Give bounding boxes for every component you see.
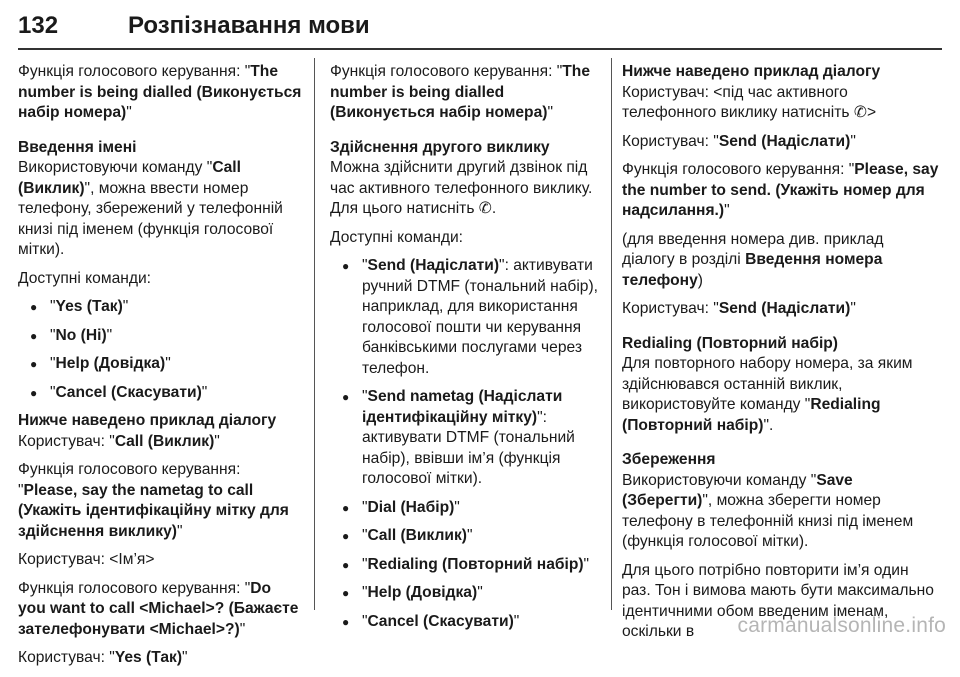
voice-command-icon: ✆ — [853, 104, 867, 121]
command-list — [18, 297, 303, 403]
paragraph: Функція голосового керування: "The number is being dialled (Виконується набір номера)" — [330, 63, 591, 121]
paragraph: Користувач: "Send (Надіслати)" — [622, 132, 856, 150]
list-item: ● "Send nametag (Надіслати ідентифікаційну мітку)": активувати DTMF (тональний набір), ввівши ім’я (функція голосової мітки). — [330, 387, 613, 490]
list-item: ● "Help (Довідка)" — [18, 354, 303, 375]
paragraph: Для цього потрібно повторити ім’я один раз. Тон і вимова мають бути максимально ідентичними обом введеним іменам, оскільки в — [622, 561, 934, 640]
section-heading: Нижче наведено приклад діалогу — [18, 412, 277, 429]
paragraph: Користувач: "Yes (Так)" — [18, 649, 188, 666]
voice-command-icon: ✆ — [478, 200, 492, 217]
paragraph: Використовуючи команду "Save (Зберегти)", можна зберегти номер телефону в телефонній книзі під іменем (функція голосової мітки). — [622, 471, 914, 550]
section-heading: Введення імені — [18, 138, 137, 156]
column-1 — [18, 62, 303, 677]
paragraph: Користувач: "Call (Виклик)" — [18, 432, 220, 450]
list-item: ● "Dial (Набір)" — [330, 498, 613, 519]
section-heading: Нижче наведено приклад діалогу — [622, 63, 881, 80]
section-heading: Здійснення другого виклику — [330, 138, 550, 156]
watermark: carmanualsonline.info — [737, 614, 946, 637]
list-item: ● "Cancel (Скасувати)" — [330, 612, 613, 633]
list-item: ● "Send (Надіслати)": активувати ручний DTMF (тональний набір), наприклад, для використання голосової пошти чи керування банківськими послугами через телефон. — [330, 256, 613, 379]
paragraph: Доступні команди: — [18, 269, 151, 287]
list-item: ● "Yes (Так)" — [18, 297, 303, 318]
paragraph: Функція голосового керування: "Do you want to call <Michael>? (Бажаєте зателефонувати <Michael>?)" — [18, 579, 299, 638]
page-title: Розпізнавання мови — [128, 12, 370, 39]
column-divider — [314, 58, 315, 610]
paragraph: Функція голосового керування: "Please, say the number to send. (Укажіть номер для надсилання.)" — [622, 161, 939, 219]
paragraph: Для повторного набору номера, за яким здійснювався останній виклик, використовуйте команду "Redialing (Повторний набір)". — [622, 355, 913, 434]
paragraph: Використовуючи команду "Call (Виклик)", можна ввести номер телефону, збережений у телефонній книзі під іменем (функція голосової мітки). — [18, 159, 283, 258]
section-heading: Redialing (Повторний набір) — [622, 334, 838, 352]
paragraph: (для введення номера див. приклад діалогу в розділі Введення номера телефону) — [622, 230, 884, 289]
section-heading: Збереження — [622, 451, 716, 468]
command-list — [330, 256, 613, 632]
column-2 — [330, 62, 613, 640]
list-item: ● "Redialing (Повторний набір)" — [330, 555, 613, 576]
paragraph: Користувач: <під час активного телефонного виклику натисніть ✆> — [622, 83, 877, 121]
paragraph: Функція голосового керування: "The number is being dialled (Виконується набір номера)" — [18, 63, 302, 121]
paragraph: Можна здійснити другий дзвінок під час активного телефонного виклику. Для цього натисніть ✆. — [330, 159, 593, 217]
list-item: ● "Help (Довідка)" — [330, 583, 613, 604]
paragraph: Функція голосового керування: "Please, say the nametag to call (Укажіть ідентифікаційну мітку для здійснення виклику)" — [18, 461, 289, 540]
paragraph: Користувач: <Ім’я> — [18, 551, 155, 568]
page-number: 132 — [18, 12, 59, 39]
paragraph: Користувач: "Send (Надіслати)" — [622, 300, 856, 317]
paragraph: Доступні команди: — [330, 228, 463, 246]
list-item: ● "Cancel (Скасувати)" — [18, 383, 303, 404]
list-item: ● "Call (Виклик)" — [330, 526, 613, 547]
column-3 — [622, 62, 940, 651]
page-header — [18, 0, 942, 50]
list-item: ● "No (Ні)" — [18, 326, 303, 347]
